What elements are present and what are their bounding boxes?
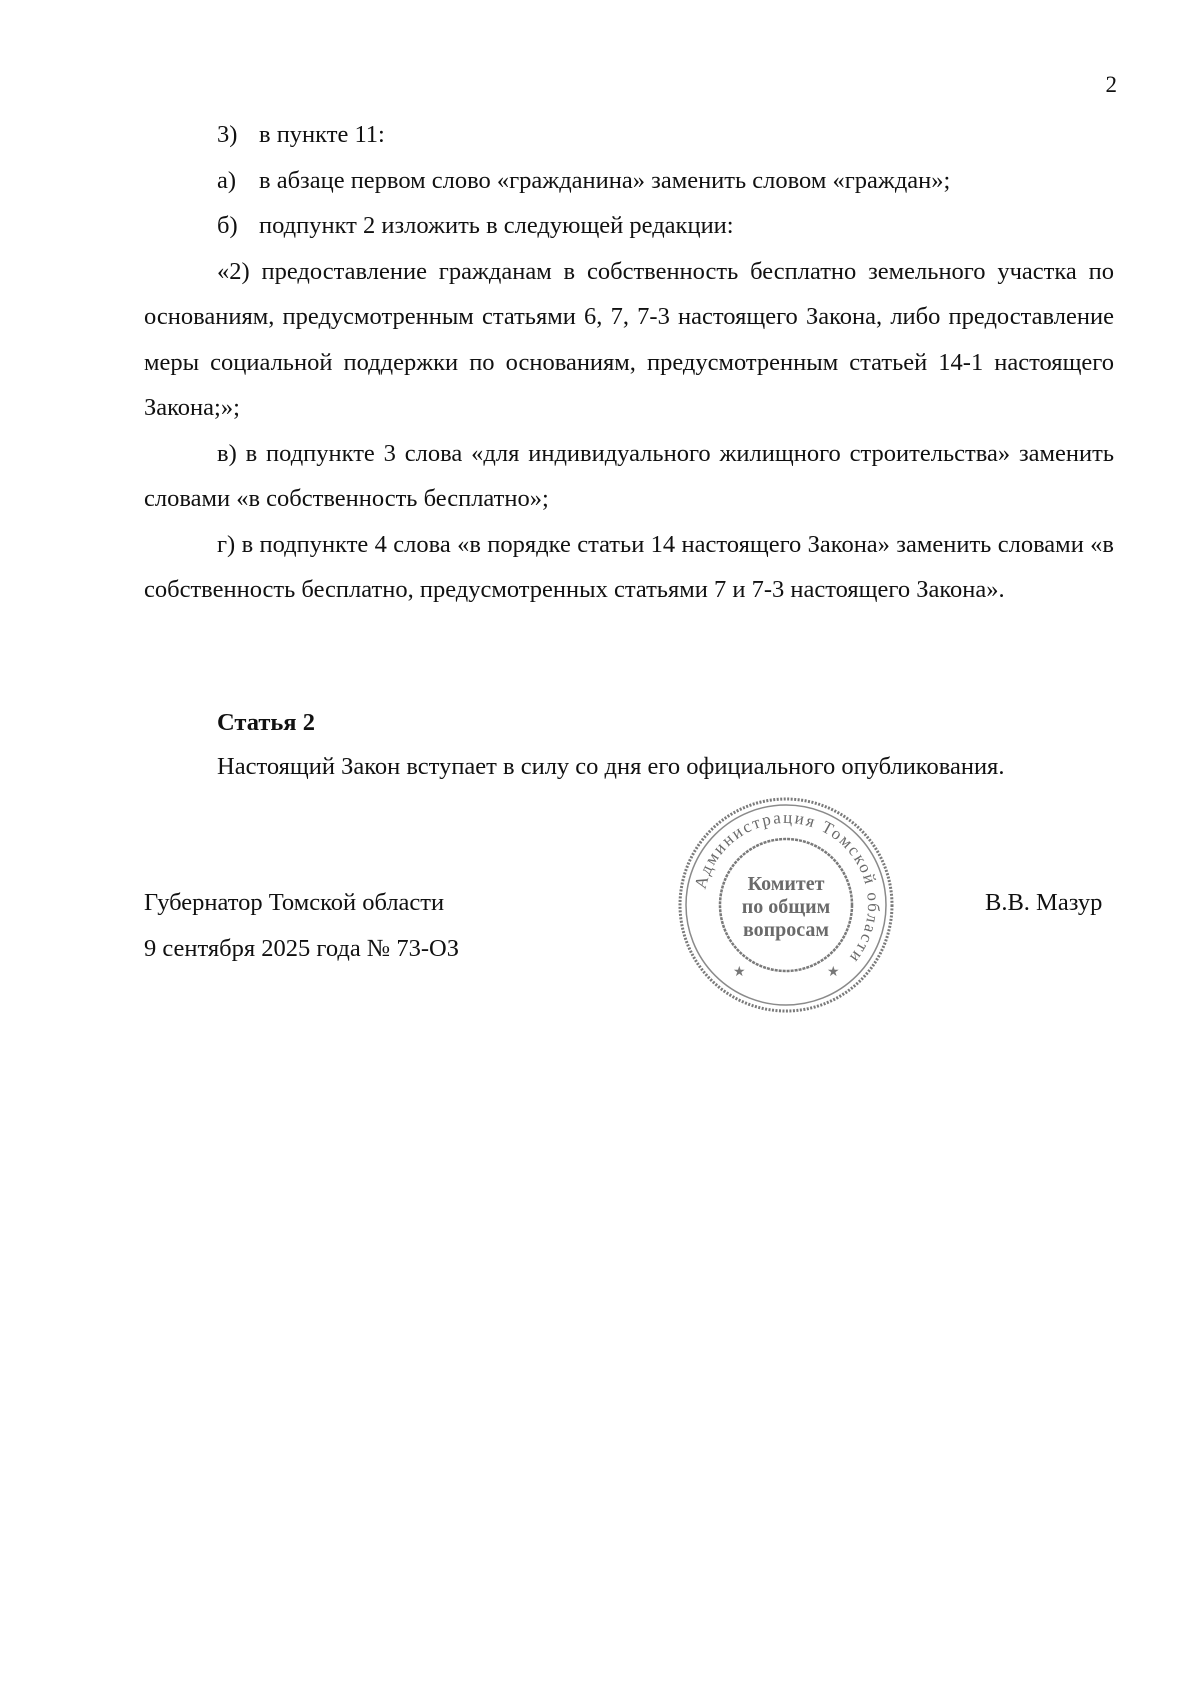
seal-graphic — [671, 790, 901, 1020]
amendment-item-b — [144, 203, 1114, 249]
item-marker: б) — [217, 212, 238, 239]
signature-block — [144, 880, 459, 971]
official-seal — [671, 790, 901, 1020]
seal-center-line-3: вопросам — [742, 919, 830, 941]
amendment-item-3 — [144, 112, 1114, 158]
item-marker: 3) — [217, 121, 238, 148]
seal-center-line-2: по общим — [741, 896, 831, 918]
amendment-quote: «2) предоставление гражданам в собственность бесплатно земельного участка по основаниям, предусмотренным статьями 6, 7, 7-3 настоящего Закона, либо предоставление меры социальной поддержки по основаниям, предусмотренным статьей 14-1 настоящего Закона;»; — [144, 257, 1114, 421]
article-2-text: Настоящий Закон вступает в силу со дня его официального опубликования. — [217, 753, 1005, 780]
law-date-number: 9 сентября 2025 года № 73-ОЗ — [144, 934, 459, 962]
amendment-item-a — [144, 158, 1114, 204]
item-text: в абзаце первом слово «гражданина» заменить словом «граждан»; — [259, 166, 951, 194]
governor-name: В.В. Мазур — [985, 889, 1103, 916]
seal-star-icon: ★ — [827, 964, 840, 980]
seal-center-line-1: Комитет — [747, 873, 825, 895]
governor-title: Губернатор Томской области — [144, 889, 445, 916]
item-text: в пункте 11: — [259, 121, 385, 148]
seal-star-icon: ★ — [733, 964, 746, 980]
page-number: 2 — [1105, 72, 1117, 97]
article-2-heading: Статья 2 — [217, 709, 315, 736]
seal-ring-text: Администрация Томской области — [690, 807, 884, 968]
amendment-item-v: в) в подпункте 3 слова «для индивидуального жилищного строительства» заменить словами «в собственность бесплатно»; — [144, 439, 1114, 512]
amendments-section — [144, 112, 1114, 613]
amendment-item-g: г) в подпункте 4 слова «в порядке статьи 14 настоящего Закона» заменить словами «в собственность бесплатно, предусмотренных статьями 7 и 7-3 настоящего Закона». — [144, 530, 1114, 603]
item-text: подпункт 2 изложить в следующей редакции: — [259, 212, 734, 239]
item-marker: а) — [217, 166, 237, 194]
